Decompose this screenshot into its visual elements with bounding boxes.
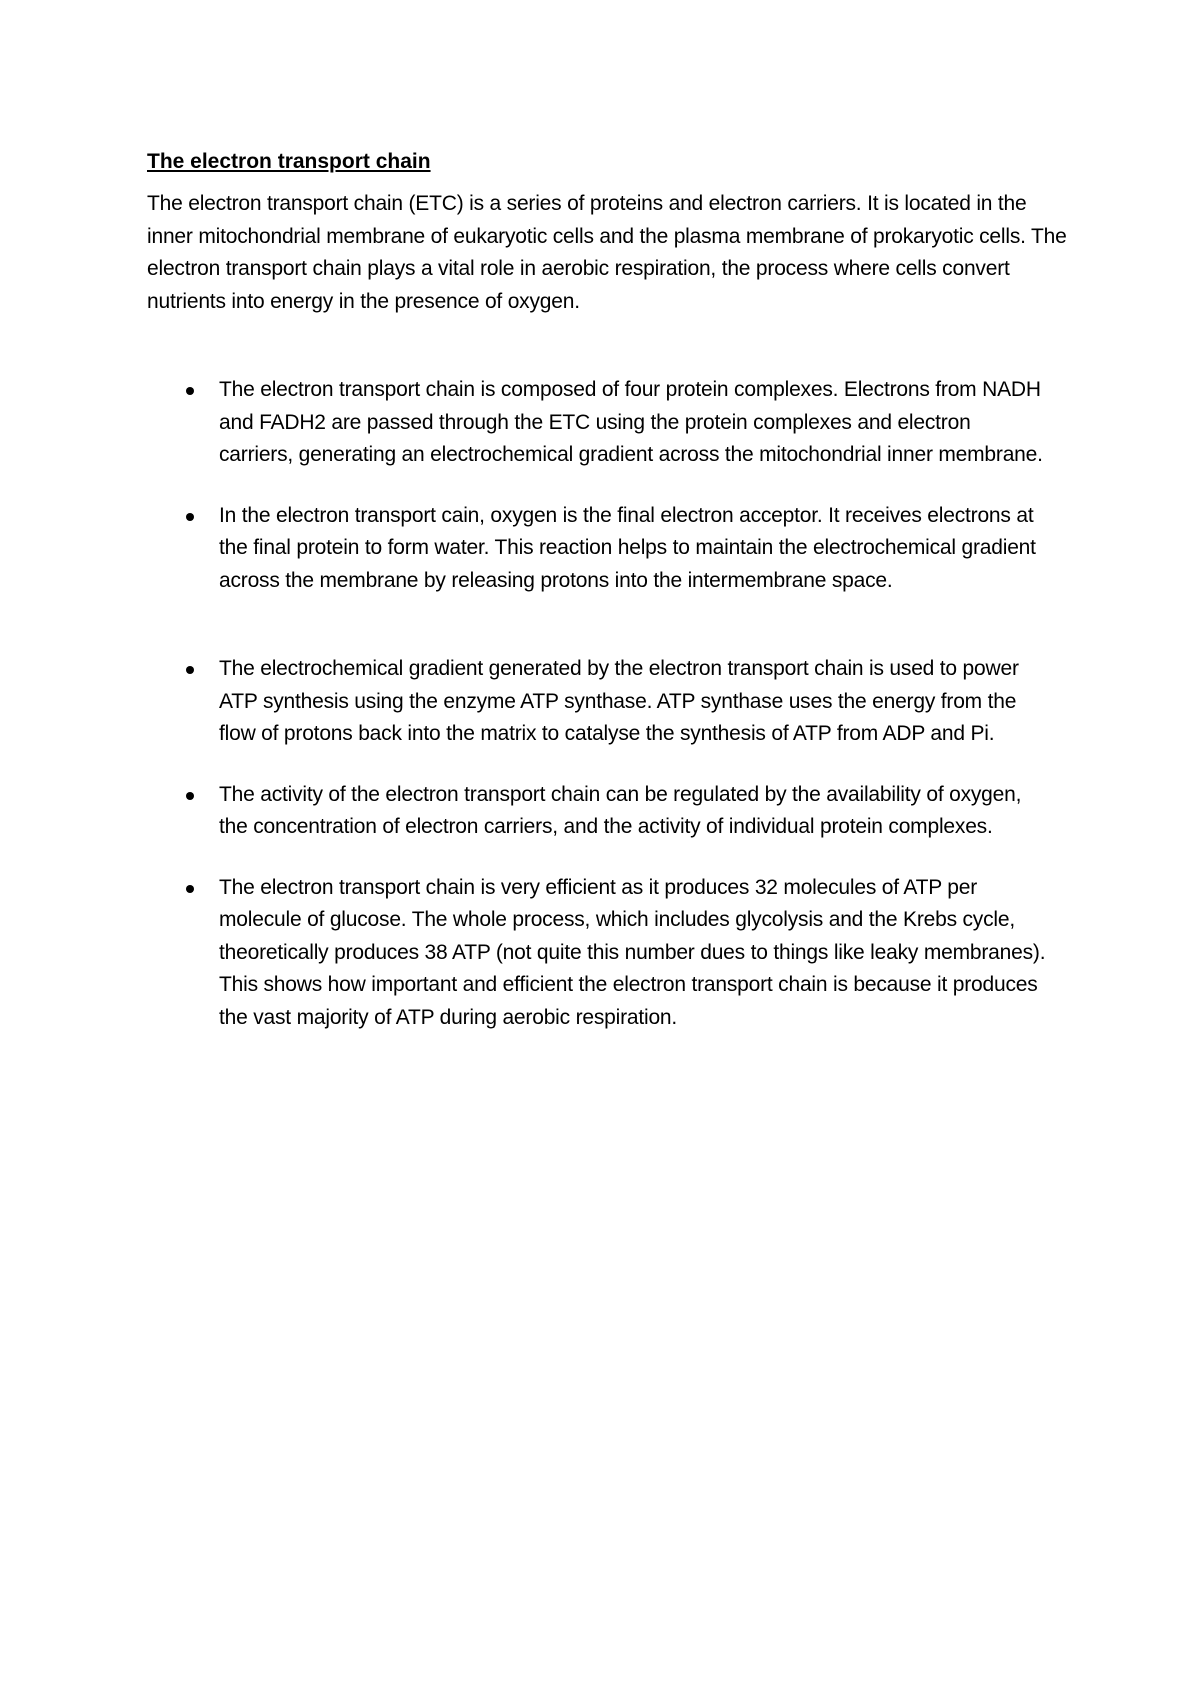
- bullet-item: [147, 374, 1049, 472]
- bullet-dot-icon: [186, 513, 194, 521]
- bullet-dot-icon: [186, 885, 194, 893]
- intro-paragraph: The electron transport chain (ETC) is a series of proteins and electron carriers. It is located in the inner mitochondrial membrane of eukaryotic cells and the plasma membrane of prokaryotic cells. The electron transport chain plays a vital role in aerobic respiration, the process where cells convert nutrients into energy in the presence of oxygen.: [147, 192, 1067, 313]
- bullet-text: The electrochemical gradient generated by the electron transport chain is used to power ATP synthesis using the enzyme ATP synthase. ATP synthase uses the energy from the flow of protons back into the matrix to catalyse the synthesis of ATP from ADP and Pi.: [219, 657, 1019, 745]
- document-content: [147, 146, 1067, 1034]
- bullet-text: The electron transport chain is composed of four protein complexes. Electrons from NADH and FADH2 are passed through the ETC using the protein complexes and electron carriers, generating an electrochemical gradient across the mitochondrial inner membrane.: [219, 378, 1043, 466]
- bullet-text: The activity of the electron transport chain can be regulated by the availability of oxygen, the concentration of electron carriers, and the activity of individual protein complexes.: [219, 782, 1022, 838]
- bullet-dot-icon: [186, 666, 194, 674]
- document-title: The electron transport chain: [147, 150, 431, 173]
- bullet-list: [147, 374, 1067, 1034]
- bullet-dot-icon: [186, 792, 194, 800]
- bullet-dot-icon: [186, 387, 194, 395]
- bullet-item: [147, 500, 1049, 598]
- bullet-text: The electron transport chain is very efficient as it produces 32 molecules of ATP per molecule of glucose. The whole process, which includes glycolysis and the Krebs cycle, theoretically produces 38 ATP (not quite this number dues to things like leaky membranes). This shows how important and efficient the electron transport chain is because it produces the vast majority of ATP during aerobic respiration.: [219, 875, 1046, 1029]
- bullet-item: [147, 779, 1049, 844]
- bullet-item: [147, 653, 1049, 751]
- bullet-text: In the electron transport cain, oxygen is the final electron acceptor. It receives electrons at the final protein to form water. This reaction helps to maintain the electrochemical gradient across the membrane by releasing protons into the intermembrane space.: [219, 503, 1036, 592]
- bullet-item: [147, 872, 1049, 1035]
